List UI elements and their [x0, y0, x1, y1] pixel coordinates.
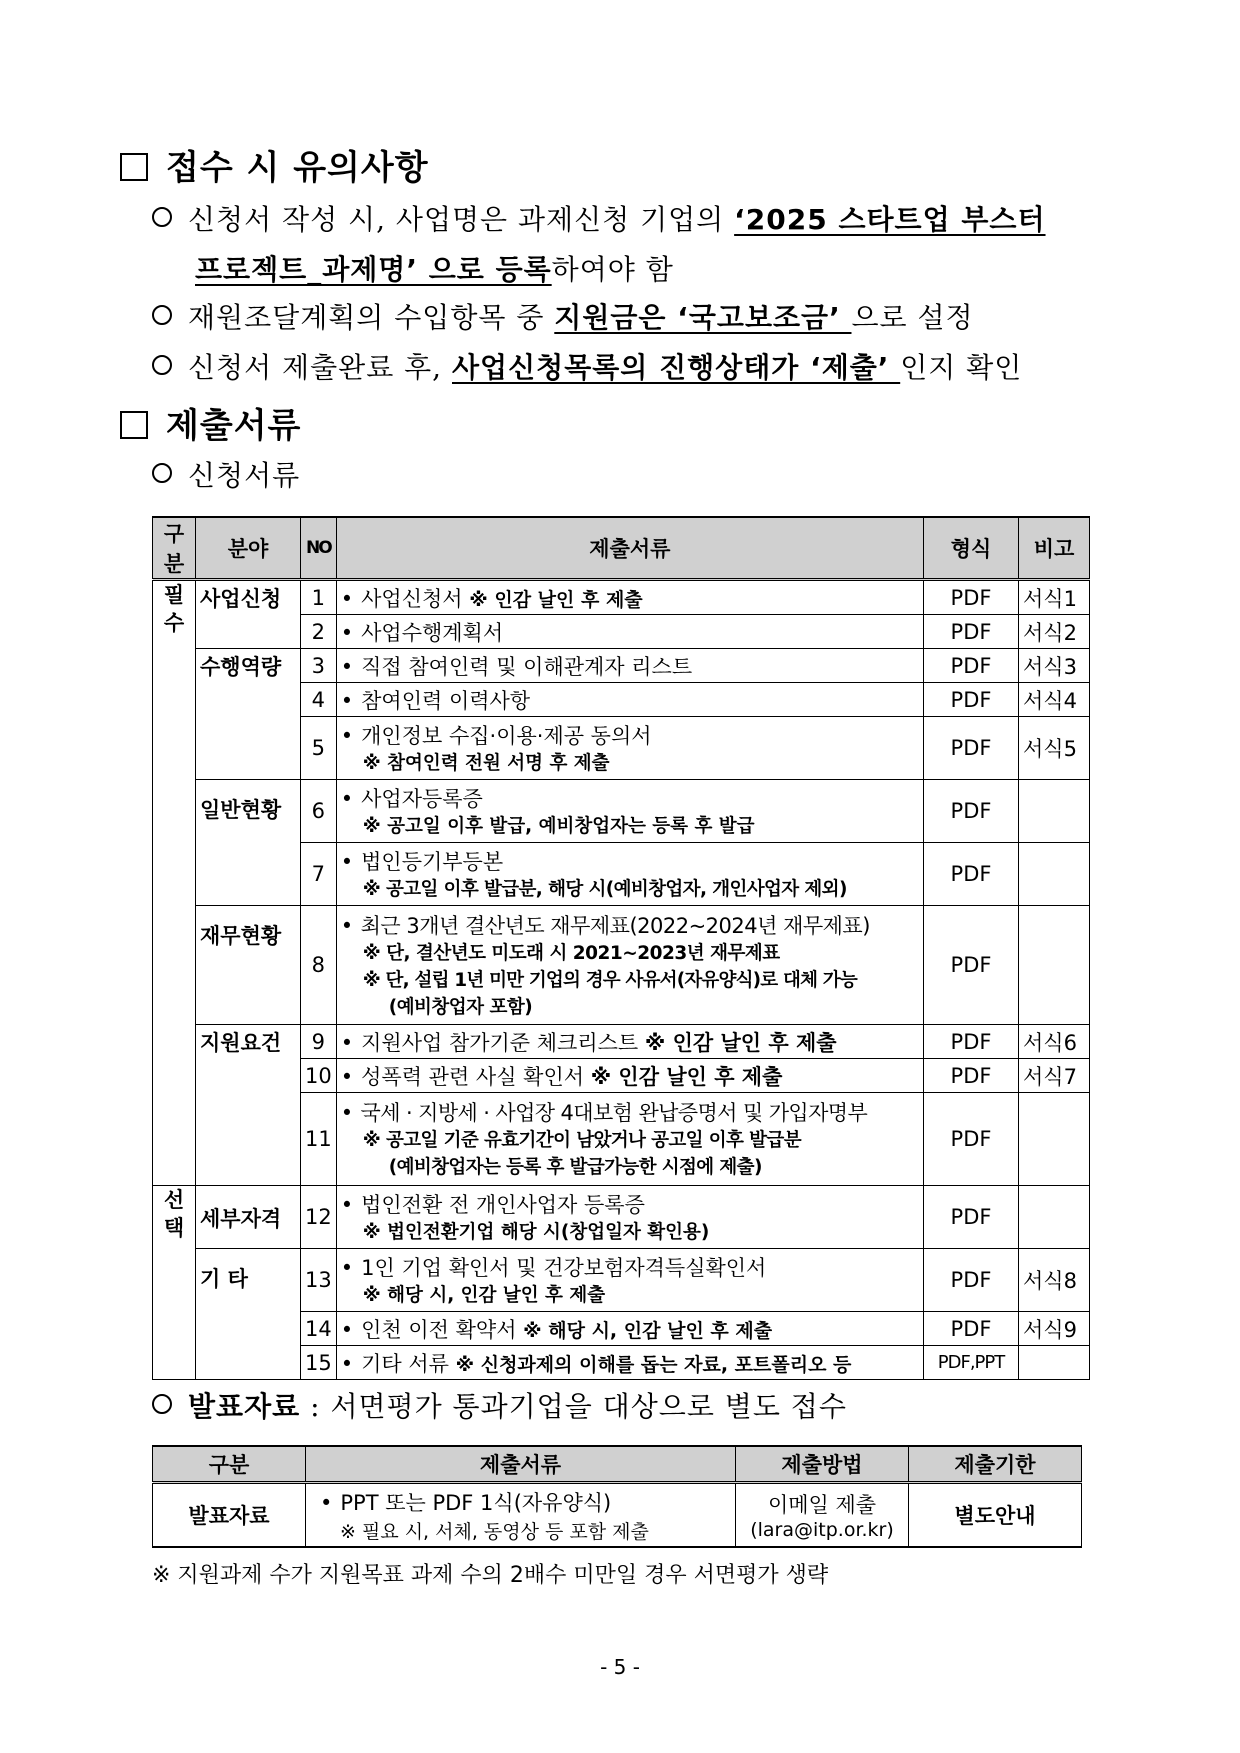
checkbox-square-icon	[120, 153, 148, 181]
doc-cell: • 직접 참여인력 및 이해관계자 리스트	[336, 649, 923, 683]
table-row	[153, 1186, 1090, 1249]
remark-cell: 서식3	[1019, 649, 1090, 683]
format-cell: PDF	[924, 683, 1019, 717]
remark-cell: 서식2	[1019, 615, 1090, 649]
format-cell: PDF	[924, 1059, 1019, 1093]
no-cell: 15	[301, 1346, 337, 1380]
table-row	[153, 580, 1090, 615]
no-cell: 4	[301, 683, 337, 717]
format-cell: PDF	[924, 1025, 1019, 1059]
doc-cell: • 성폭력 관련 사실 확인서 ※ 인감 날인 후 제출	[336, 1059, 923, 1093]
header-category: 구분	[153, 1446, 306, 1483]
notes-bullet-3: 신청서 제출완료 후, 사업신청목록의 진행상태가 ‘제출’ 인지 확인	[152, 346, 1022, 386]
presentation-heading: 발표자료 : 서면평가 통과기업을 대상으로 별도 접수	[152, 1385, 847, 1425]
table-row	[153, 780, 1090, 843]
format-cell: PDF	[924, 717, 1019, 780]
format-cell: PDF	[924, 1186, 1019, 1249]
page-number: - 5 -	[600, 1655, 640, 1679]
no-cell: 1	[301, 580, 337, 615]
no-cell: 3	[301, 649, 337, 683]
method-cell: 이메일 제출 (lara@itp.or.kr)	[736, 1483, 909, 1548]
format-cell: PDF	[924, 1249, 1019, 1312]
remark-cell: 서식4	[1019, 683, 1090, 717]
no-cell: 9	[301, 1025, 337, 1059]
remark-cell: 서식7	[1019, 1059, 1090, 1093]
notes-bullet-1: 신청서 작성 시, 사업명은 과제신청 기업의 ‘2025 스타트업 부스터	[152, 198, 1046, 238]
header-method: 제출방법	[736, 1446, 909, 1483]
table-header-row	[153, 1446, 1082, 1483]
deadline-cell: 별도안내	[909, 1483, 1082, 1548]
section-heading-documents: 제출서류	[120, 398, 301, 447]
no-cell: 11	[301, 1093, 337, 1186]
remark-cell: 서식5	[1019, 717, 1090, 780]
checkbox-square-icon	[120, 411, 148, 439]
circle-bullet-icon	[152, 207, 172, 227]
notes-bullet-1-cont: 프로젝트_과제명’ 으로 등록하여야 함	[195, 253, 674, 286]
remark-cell: 서식1	[1019, 580, 1090, 615]
group-optional: 선 택	[153, 1186, 196, 1380]
doc-cell: • 사업자등록증 ※ 공고일 이후 발급, 예비창업자는 등록 후 발급	[336, 780, 923, 843]
format-cell: PDF	[924, 906, 1019, 1025]
doc-cell: • 1인 기업 확인서 및 건강보험자격득실확인서 ※ 해당 시, 인감 날인 후 제출	[336, 1249, 923, 1312]
footnote: ※ 지원과제 수가 지원목표 과제 수의 2배수 미만일 경우 서면평가 생략	[152, 1563, 829, 1588]
format-cell: PDF	[924, 1312, 1019, 1346]
section-heading-notes: 접수 시 유의사항	[120, 140, 429, 189]
doc-cell: • 개인정보 수집·이용·제공 동의서 ※ 참여인력 전원 서명 후 제출	[336, 717, 923, 780]
format-cell: PDF	[924, 580, 1019, 615]
format-cell: PDF	[924, 615, 1019, 649]
no-cell: 14	[301, 1312, 337, 1346]
table-header-row	[153, 517, 1090, 580]
field-cell: 일반현황	[196, 780, 301, 906]
format-cell: PDF	[924, 780, 1019, 843]
table-row	[153, 1249, 1090, 1312]
type-cell: 발표자료	[153, 1483, 306, 1548]
header-document: 제출서류	[306, 1446, 736, 1483]
field-cell: 기 타	[196, 1249, 301, 1380]
field-cell: 재무현황	[196, 906, 301, 1025]
doc-cell: • 인천 이전 확약서 ※ 해당 시, 인감 날인 후 제출	[336, 1312, 923, 1346]
presentation-table	[152, 1445, 1082, 1548]
group-required: 필 수	[153, 580, 196, 1186]
no-cell: 7	[301, 843, 337, 906]
header-format: 형식	[924, 517, 1019, 580]
no-cell: 10	[301, 1059, 337, 1093]
table-row	[153, 649, 1090, 683]
email-address[interactable]: (lara@itp.or.kr)	[750, 1519, 894, 1541]
doc-cell: • 기타 서류 ※ 신청과제의 이해를 돕는 자료, 포트폴리오 등	[336, 1346, 923, 1380]
header-deadline: 제출기한	[909, 1446, 1082, 1483]
doc-cell: • PPT 또는 PDF 1식(자유양식) ※ 필요 시, 서체, 동영상 등 포함 제출	[306, 1483, 736, 1548]
remark-cell: 서식9	[1019, 1312, 1090, 1346]
header-category: 구분	[153, 517, 196, 580]
format-cell: PDF	[924, 1093, 1019, 1186]
doc-cell: • 법인전환 전 개인사업자 등록증 ※ 법인전환기업 해당 시(창업일자 확인용)	[336, 1186, 923, 1249]
field-cell: 사업신청	[196, 580, 301, 649]
notes-bullet-2: 재원조달계획의 수입항목 중 지원금은 ‘국고보조금’ 으로 설정	[152, 296, 974, 336]
no-cell: 12	[301, 1186, 337, 1249]
table-row	[153, 906, 1090, 1025]
remark-cell	[1019, 906, 1090, 1025]
doc-cell: • 참여인력 이력사항	[336, 683, 923, 717]
circle-bullet-icon	[152, 1394, 172, 1414]
header-document: 제출서류	[336, 517, 923, 580]
doc-cell: • 국세 · 지방세 · 사업장 4대보험 완납증명서 및 가입자명부 ※ 공고일 기준 유효기간이 남았거나 공고일 이후 발급분 (예비창업자는 등록 후 발급가능한 시점에 제출)	[336, 1093, 923, 1186]
remark-cell	[1019, 1346, 1090, 1380]
no-cell: 13	[301, 1249, 337, 1312]
remark-cell: 서식8	[1019, 1249, 1090, 1312]
remark-cell	[1019, 1186, 1090, 1249]
format-cell: PDF,PPT	[924, 1346, 1019, 1380]
remark-cell	[1019, 780, 1090, 843]
doc-cell: • 지원사업 참가기준 체크리스트 ※ 인감 날인 후 제출	[336, 1025, 923, 1059]
field-cell: 지원요건	[196, 1025, 301, 1186]
remark-cell: 서식6	[1019, 1025, 1090, 1059]
doc-cell: • 사업수행계획서	[336, 615, 923, 649]
header-remark: 비고	[1019, 517, 1090, 580]
header-field: 분야	[196, 517, 301, 580]
no-cell: 5	[301, 717, 337, 780]
circle-bullet-icon	[152, 355, 172, 375]
table-row	[153, 1483, 1082, 1548]
header-no: NO	[301, 517, 337, 580]
table-row	[153, 1025, 1090, 1059]
circle-bullet-icon	[152, 305, 172, 325]
application-docs-table	[152, 516, 1090, 1380]
remark-cell	[1019, 843, 1090, 906]
field-cell: 세부자격	[196, 1186, 301, 1249]
no-cell: 6	[301, 780, 337, 843]
doc-cell: • 최근 3개년 결산년도 재무제표(2022~2024년 재무제표) ※ 단, 결산년도 미도래 시 2021~2023년 재무제표 ※ 단, 설립 1년 미만 기업의 경우 사유서(자유양식)로 대체 가능 (예비창업자 포함)	[336, 906, 923, 1025]
field-cell: 수행역량	[196, 649, 301, 780]
application-docs-subheading: 신청서류	[152, 454, 300, 494]
circle-bullet-icon	[152, 463, 172, 483]
remark-cell	[1019, 1093, 1090, 1186]
doc-cell: • 사업신청서 ※ 인감 날인 후 제출	[336, 580, 923, 615]
format-cell: PDF	[924, 843, 1019, 906]
no-cell: 2	[301, 615, 337, 649]
no-cell: 8	[301, 906, 337, 1025]
doc-cell: • 법인등기부등본 ※ 공고일 이후 발급분, 해당 시(예비창업자, 개인사업자 제외)	[336, 843, 923, 906]
format-cell: PDF	[924, 649, 1019, 683]
